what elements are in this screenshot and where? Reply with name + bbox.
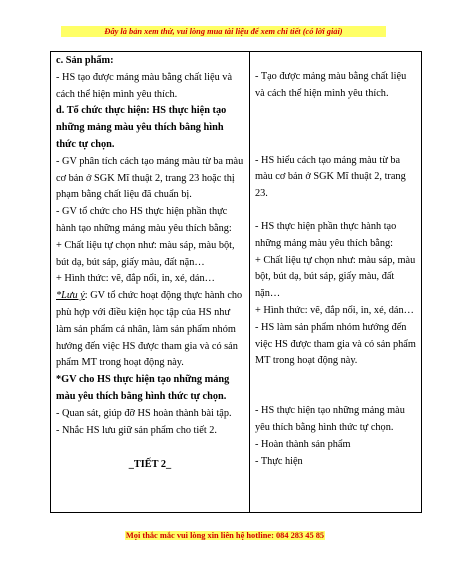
paragraph: - GV phân tích cách tạo mảng màu từ ba màu cơ bản ở SGK Mĩ thuật 2, trang 23 hoặc thị phạm bằng chất liệu đã chuẩn bị.	[56, 155, 244, 201]
paragraph: - HS tạo được mảng màu bằng chất liệu và cách thể hiện mình yêu thích.	[56, 71, 233, 100]
student-activity-cell	[250, 52, 422, 513]
section-heading-product: c. Sản phẩm:	[56, 55, 114, 66]
preview-notice-banner: Đây là bản xem thử, vui lòng mua tài liệu để xem chi tiết (có lời giải)	[61, 26, 386, 37]
period-heading: _TIẾT 2_	[128, 459, 172, 471]
table-row	[51, 52, 422, 513]
paragraph: + Hình thức: vẽ, đắp nổi, in, xé, dán…	[255, 304, 414, 316]
note-text: : GV tổ chức hoạt động thực hành cho phù hợp với điều kiện học tập của HS như làm sản phẩm cá nhân, làm sản phẩm nhóm hướng đến việc HS được tham gia và có sản phẩm MT trong hoạt động này.	[56, 290, 243, 369]
note-label: *Lưu ý	[56, 290, 85, 302]
paragraph: - Tạo được mảng màu bằng chất liệu và cách thể hiện mình yêu thích.	[255, 71, 407, 99]
paragraph: - HS làm sản phẩm nhóm hướng đến việc HS được tham gia và có sản phẩm MT trong hoạt động này.	[255, 321, 416, 367]
note-paragraph	[56, 288, 244, 372]
paragraph-bold: *GV cho HS thực hiện tạo những mảng màu yêu thích bằng hình thức tự chọn.	[56, 374, 230, 402]
paragraph: - Hoàn thành sản phẩm	[255, 438, 351, 450]
paragraph: + Hình thức: vẽ, đắp nổi, in, xé, dán…	[56, 273, 215, 285]
paragraph: + Chất liệu tự chọn như: màu sáp, màu bột, bút dạ, bút sáp, giấy màu, đất nặn…	[255, 254, 416, 300]
paragraph: - HS thực hiện tạo những mảng màu yêu thích bằng hình thức tự chọn.	[255, 405, 405, 433]
paragraph: - HS hiểu cách tạo mảng màu từ ba màu cơ bản ở SGK Mĩ thuật 2, trang 23.	[255, 154, 406, 200]
paragraph: - Quan sát, giúp đỡ HS hoàn thành bài tập.	[56, 407, 232, 419]
hotline-footer	[0, 530, 450, 541]
paragraph: - GV tổ chức cho HS thực hiện phần thực hành tạo những mảng màu yêu thích bằng:	[56, 206, 232, 234]
section-heading-organization: d. Tổ chức thực hiện: HS thực hiện tạo những mảng màu yêu thích bằng hình thức tự chọn.	[56, 105, 227, 150]
paragraph: - HS thực hiện phần thực hành tạo những mảng màu yêu thích bằng:	[255, 220, 397, 249]
teacher-activity-cell	[51, 52, 250, 513]
paragraph: - Nhắc HS lưu giữ sản phẩm cho tiết 2.	[56, 424, 218, 436]
paragraph: - Thực hiện	[255, 455, 303, 467]
paragraph: + Chất liệu tự chọn như: màu sáp, màu bột, bút dạ, bút sáp, giấy màu, đất nặn…	[56, 239, 235, 268]
hotline-text: Mọi thắc mắc vui lòng xin liên hệ hotline: 084 283 45 85	[125, 531, 325, 540]
lesson-table	[50, 51, 422, 513]
